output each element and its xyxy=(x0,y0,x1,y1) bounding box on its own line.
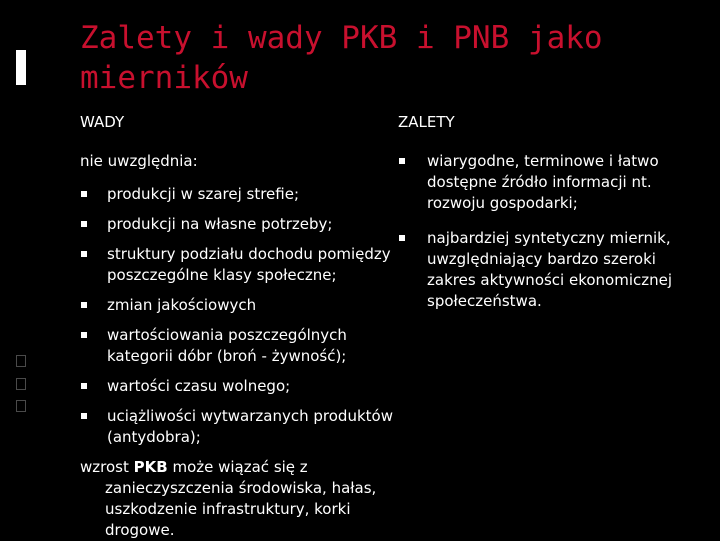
wady-header: WADY xyxy=(80,113,125,131)
bullet-icon xyxy=(81,413,87,419)
bullet-icon xyxy=(81,191,87,197)
bullet-icon xyxy=(399,158,405,164)
list-item: wartości czasu wolnego; xyxy=(80,376,398,397)
list-item: wiarygodne, terminowe i łatwo dostępne źródło informacji nt. rozwoju gospodarki; xyxy=(398,151,688,214)
decor-bar-outline-3 xyxy=(16,400,26,412)
list-item: zmian jakościowych xyxy=(80,295,398,316)
wady-footer: wzrost PKB może wiązać się z zanieczyszczenia środowiska, hałas, uszkodzenie infrastruktury, korki drogowe. xyxy=(80,458,377,539)
bullet-icon xyxy=(81,383,87,389)
list-item: produkcji na własne potrzeby; xyxy=(80,214,398,235)
zalety-list xyxy=(398,151,688,312)
bullet-icon xyxy=(81,302,87,308)
decor-bar-top xyxy=(16,50,26,85)
bullet-icon xyxy=(81,332,87,338)
list-item: produkcji w szarej strefie; xyxy=(80,184,398,205)
slide-title: Zalety i wady PKB i PNB jako mierników xyxy=(80,20,603,96)
left-column xyxy=(80,112,398,541)
wady-list xyxy=(80,184,398,448)
list-item: najbardziej syntetyczny miernik, uwzględniający bardzo szeroki zakres aktywności ekonomicznej społeczeństwa. xyxy=(398,228,688,312)
zalety-header: ZALETY xyxy=(398,113,455,131)
bullet-icon xyxy=(81,251,87,257)
bullet-icon xyxy=(399,235,405,241)
decor-bar-outline-2 xyxy=(16,378,26,390)
wady-intro: nie uwzględnia: xyxy=(80,152,198,170)
right-column xyxy=(398,112,688,321)
list-item: struktury podziału dochodu pomiędzy poszczególne klasy społeczne; xyxy=(80,244,398,286)
list-item: wartościowania poszczególnych kategorii dóbr (broń - żywność); xyxy=(80,325,398,367)
decor-bar-outline-1 xyxy=(16,355,26,367)
bullet-icon xyxy=(81,221,87,227)
list-item: uciążliwości wytwarzanych produktów (antydobra); xyxy=(80,406,398,448)
